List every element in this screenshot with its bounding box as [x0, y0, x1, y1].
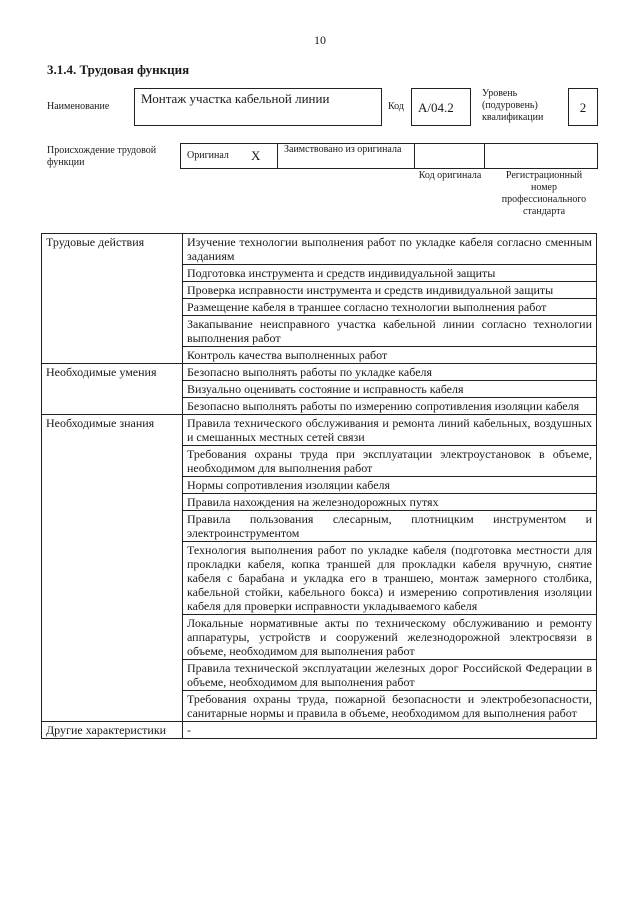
labor-function-table	[41, 233, 597, 739]
item-cell: Локальные нормативные акты по техническому обслуживанию и ремонту аппаратуры, устройств и сооружений железнодорожной электросвязи в объеме, необходимом для выполнения работ	[183, 615, 597, 660]
category-cell: Необходимые знания	[42, 415, 183, 722]
origin-original-mark: Х	[251, 148, 261, 163]
category-cell: Трудовые действия	[42, 234, 183, 364]
category-cell: Необходимые умения	[42, 364, 183, 415]
origin-label: Происхождение трудовой функции	[47, 145, 157, 168]
table-row	[42, 722, 597, 739]
qualification-level-field: 2	[568, 88, 598, 126]
item-cell: Безопасно выполнять работы по измерению сопротивления изоляции кабеля	[183, 398, 597, 415]
item-cell: -	[183, 722, 597, 739]
origin-original-cell	[181, 144, 278, 168]
item-cell: Нормы сопротивления изоляции кабеля	[183, 477, 597, 494]
item-cell: Правила технической эксплуатации железных дорог Российской Федерации в объеме, необходимом для выполнения работ	[183, 660, 597, 691]
function-code-field: А/04.2	[411, 88, 471, 126]
level-label: Уровень (подуровень) квалификации	[482, 88, 544, 123]
origin-original-label: Оригинал	[187, 150, 229, 161]
table-row	[42, 415, 597, 446]
item-cell: Проверка исправности инструмента и средств индивидуальной защиты	[183, 282, 597, 299]
item-cell: Правила нахождения на железнодорожных путях	[183, 494, 597, 511]
table-row	[42, 234, 597, 265]
table-row	[42, 364, 597, 381]
code-label: Код	[388, 101, 404, 112]
item-cell: Визуально оценивать состояние и исправность кабеля	[183, 381, 597, 398]
function-name-field: Монтаж участка кабельной линии	[134, 88, 382, 126]
reg-number-caption: Регистрационный номер профессионального стандарта	[501, 170, 587, 217]
item-cell: Изучение технологии выполнения работ по укладке кабеля согласно сменным заданиям	[183, 234, 597, 265]
category-cell: Другие характеристики	[42, 722, 183, 739]
page-number: 10	[314, 33, 326, 47]
origin-code-cell	[415, 144, 485, 168]
item-cell: Правила пользования слесарным, плотницким инструментом и электроинструментом	[183, 511, 597, 542]
origin-borrowed-cell	[278, 144, 415, 168]
item-cell: Подготовка инструмента и средств индивидуальной защиты	[183, 265, 597, 282]
item-cell: Контроль качества выполненных работ	[183, 347, 597, 364]
name-label: Наименование	[47, 101, 110, 112]
item-cell: Правила технического обслуживания и ремонта линий кабельных, воздушных и смешанных местных сетей связи	[183, 415, 597, 446]
item-cell: Требования охраны труда при эксплуатации электроустановок в объеме, необходимом для выполнения работ	[183, 446, 597, 477]
item-cell: Технология выполнения работ по укладке кабеля (подготовка местности для прокладки кабеля, копка траншей для прокладки кабеля вручную, снятие кабеля с барабана и укладка его в траншею, монтаж замерного столбика, кабельной стойки, кабельного бокса) и измерению сопротивления изоляции кабеля для проверки исправности укладываемого кабеля	[183, 542, 597, 615]
section-title: 3.1.4. Трудовая функция	[47, 62, 190, 77]
code-original-caption: Код оригинала	[418, 170, 482, 181]
origin-row	[180, 143, 598, 169]
origin-borrowed-label: Заимствовано из оригинала	[284, 144, 402, 155]
item-cell: Безопасно выполнять работы по укладке кабеля	[183, 364, 597, 381]
item-cell: Требования охраны труда, пожарной безопасности и электробезопасности, санитарные нормы и правила в объеме, необходимом для выполнения работ	[183, 691, 597, 722]
item-cell: Закапывание неисправного участка кабельной линии согласно технологии выполнения работ	[183, 316, 597, 347]
item-cell: Размещение кабеля в траншее согласно технологии выполнения работ	[183, 299, 597, 316]
